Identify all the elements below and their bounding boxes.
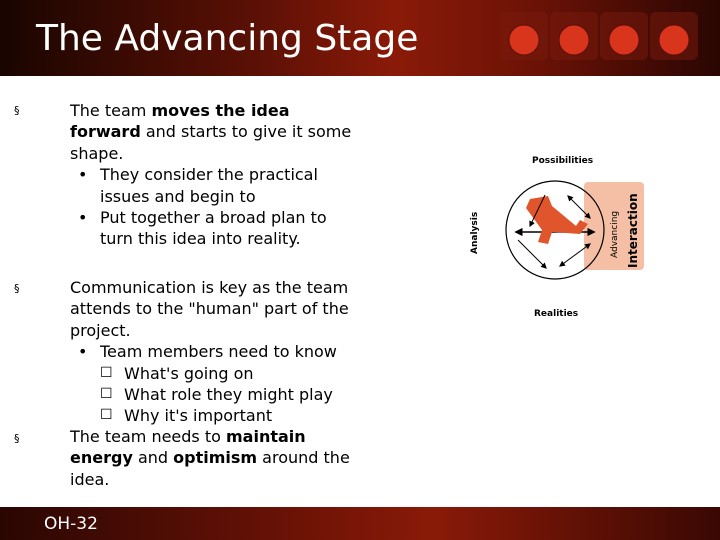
slide-number: OH-32	[44, 514, 98, 534]
bullet-2	[70, 277, 360, 427]
subsub-text: Why it's important	[124, 406, 273, 426]
bullet-3-mid: and	[132, 448, 174, 468]
bullet-2-subsub-2: ☐ What role they might play	[100, 385, 333, 405]
dot-3	[600, 12, 648, 60]
diagram-label-possibilities: Possibilities	[532, 156, 594, 166]
dot-4	[650, 12, 698, 60]
dot-1	[500, 12, 548, 60]
title-bar	[0, 0, 720, 76]
bullet-marker: §	[14, 104, 20, 117]
bullet-1-sub-2: • Put together a broad plan to turn this idea into reality.	[78, 208, 327, 249]
bullet-1	[70, 100, 360, 250]
diagram-label-realities: Realities	[534, 309, 579, 319]
bullet-1-sub-1-text: They consider the practical issues and begin to	[100, 165, 318, 206]
diagram-label-interaction: Interaction	[626, 193, 640, 268]
diagram-label-analysis: Analysis	[470, 211, 480, 254]
bullet-2-sub-1: • Team members need to know	[78, 342, 337, 362]
bullet-2-subsub-1: ☐ What's going on	[100, 363, 254, 383]
bullet-3-bold-1: maintain energy	[70, 427, 306, 468]
bullet-1-sub-2-text: Put together a broad plan to turn this idea into reality.	[100, 208, 327, 249]
subsub-text: What role they might play	[124, 385, 333, 405]
dot-2	[550, 12, 598, 60]
subsub-text: What's going on	[124, 363, 254, 383]
bullet-1-post: and starts to give it some shape.	[70, 122, 352, 163]
slide-title: The Advancing Stage	[36, 18, 419, 59]
bullet-2-text: Communication is key as the team attends to the "human" part of the project.	[70, 278, 349, 340]
bullet-3-post: around the idea.	[70, 448, 350, 489]
upper-diagonal-arrow	[530, 195, 545, 226]
advancing-arrow	[526, 196, 588, 244]
bullet-1-bold: moves the idea forward	[70, 101, 290, 142]
bullet-marker: §	[14, 282, 20, 295]
bullet-3	[70, 426, 360, 490]
bullet-2-subsub-3: ☐ Why it's important	[100, 406, 273, 426]
bullet-3-pre: The team needs to	[70, 427, 226, 446]
footer-bar	[0, 507, 720, 540]
diagram-label-advancing: Advancing	[610, 210, 620, 258]
bullet-2-sub-1-text: Team members need to know	[100, 342, 337, 362]
lower-left-arrow	[518, 240, 546, 268]
bullet-marker: §	[14, 432, 20, 445]
bullet-1-sub-1: • They consider the practical issues and begin to	[78, 165, 318, 206]
decorative-dots	[498, 0, 718, 76]
bullet-1-pre: The team	[70, 101, 152, 120]
bullet-3-bold-2: optimism	[173, 448, 258, 468]
